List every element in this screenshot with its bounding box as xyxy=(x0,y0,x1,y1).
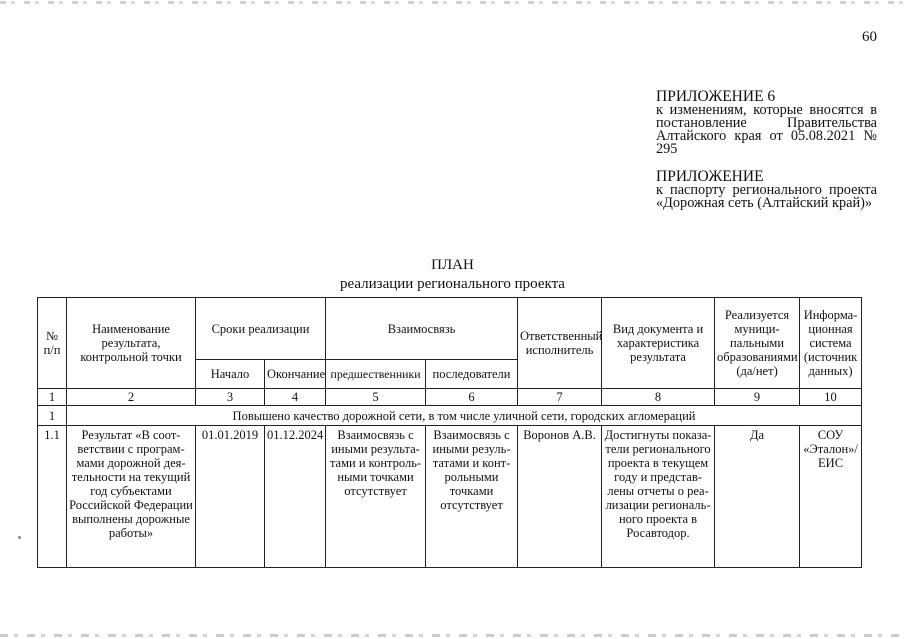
header-start: Начало xyxy=(196,360,265,389)
appendix-passport-text: к паспорту регионального проекта «Дорожная сеть (Алтайский край)» xyxy=(656,182,877,211)
header-info-system: Информа-ционная система (источник данных) xyxy=(800,298,862,389)
row-predecessors: Взаимосвязь с иными результа-тами и контроль-ными точками отсутствует xyxy=(326,426,426,568)
scan-edge-bottom xyxy=(0,634,905,637)
header-name: Наименование результата, контрольной точки xyxy=(67,298,196,389)
section-num: 1 xyxy=(38,406,67,426)
column-number: 2 xyxy=(67,389,196,406)
header-predecessors: предшественники xyxy=(326,360,426,389)
table-row xyxy=(38,426,862,568)
column-number: 3 xyxy=(196,389,265,406)
column-number: 1 xyxy=(38,389,67,406)
plan-subtitle: реализации регионального проекта xyxy=(340,276,565,292)
column-number: 5 xyxy=(326,389,426,406)
header-relation: Взаимосвязь xyxy=(326,298,518,360)
appendix-passport-block xyxy=(656,170,877,210)
column-number: 9 xyxy=(715,389,800,406)
header-end: Окончание xyxy=(265,360,326,389)
column-number: 10 xyxy=(800,389,862,406)
plan-table xyxy=(37,297,862,568)
column-number: 4 xyxy=(265,389,326,406)
column-number: 8 xyxy=(602,389,715,406)
header-municipal: Реализуется муници-пальными образованиями (да/нет) xyxy=(715,298,800,389)
row-document: Достигнуты показа-тели регионального проекта в текущем году и представ-лены отчеты о реа-лизации региональ-ного проекта в Росавтодор. xyxy=(602,426,715,568)
column-number: 7 xyxy=(518,389,602,406)
header-document: Вид документа и характеристика результата xyxy=(602,298,715,389)
header-row-1 xyxy=(38,298,862,360)
row-responsible: Воронов А.В. xyxy=(518,426,602,568)
scan-edge-top xyxy=(0,1,905,4)
section-row xyxy=(38,406,862,426)
plan-title: ПЛАН xyxy=(431,257,474,273)
appendix-6-heading: ПРИЛОЖЕНИЕ 6 xyxy=(656,88,776,105)
row-start-date: 01.01.2019 xyxy=(196,426,265,568)
scan-speck xyxy=(18,536,21,539)
appendix-passport-heading: ПРИЛОЖЕНИЕ xyxy=(656,168,764,185)
row-info-system: СОУ «Эталон»/ ЕИС xyxy=(800,426,862,568)
header-responsible: Ответственный исполнитель xyxy=(518,298,602,389)
row-num: 1.1 xyxy=(38,426,67,568)
row-municipal: Да xyxy=(715,426,800,568)
header-num: № п/п xyxy=(38,298,67,389)
row-successors: Взаимосвязь с иными резуль-татами и конт-рольными точками отсутствует xyxy=(426,426,518,568)
appendix-6-text: к изменениям, которые вносятся в постановление Правительства Алтайского края от 05.08.2021 № 295 xyxy=(656,102,877,157)
appendix-6-block xyxy=(656,90,877,156)
page-number: 60 xyxy=(862,29,877,45)
row-end-date: 01.12.2024 xyxy=(265,426,326,568)
header-successors: последователи xyxy=(426,360,518,389)
column-number: 6 xyxy=(426,389,518,406)
row-result-name: Результат «В соот-ветствии с програм-мами дорожной дея-тельности на текущий год субъектами Российской Федерации выполнены дорожные работы» xyxy=(67,426,196,568)
section-title: Повышено качество дорожной сети, в том числе уличной сети, городских агломераций xyxy=(67,406,862,426)
header-deadlines: Сроки реализации xyxy=(196,298,326,360)
column-number-row xyxy=(38,389,862,406)
